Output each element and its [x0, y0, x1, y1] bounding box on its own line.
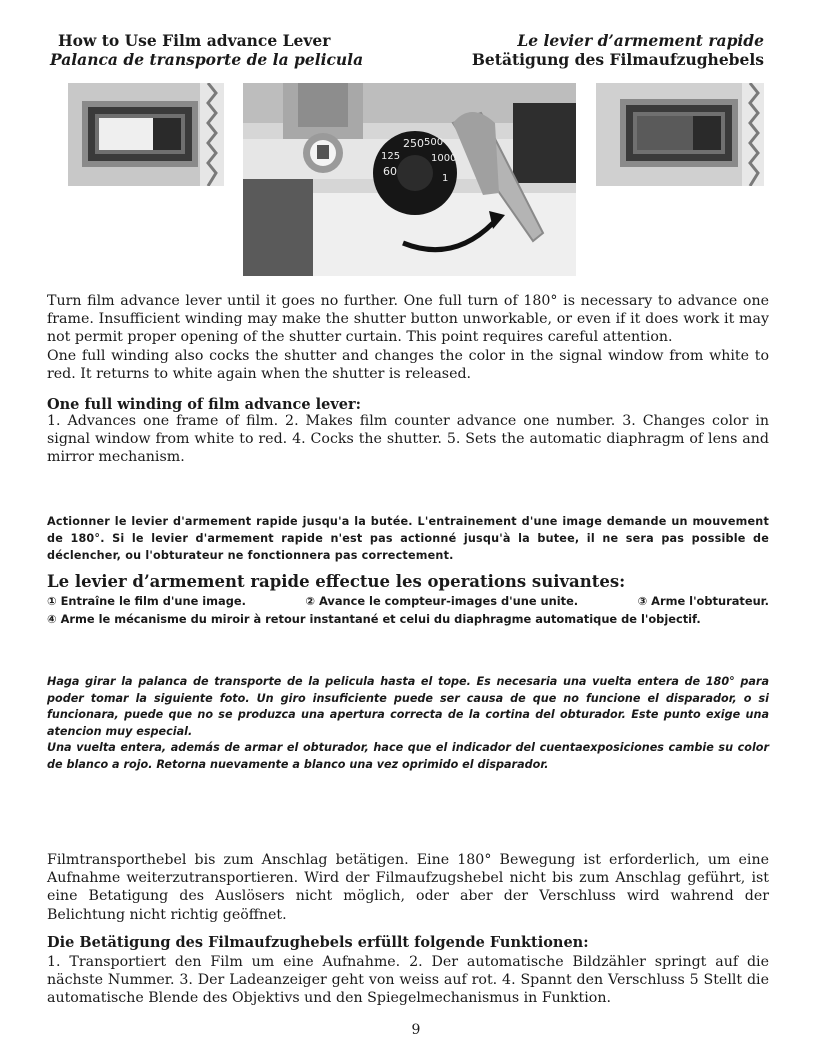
header-german: Betätigung des Filmaufzughebels: [471, 50, 764, 69]
english-paragraph-2: One full winding also cocks the shutter and changes the color in the signal window from white to red. It returns to white again when the shutter is released.: [47, 347, 769, 382]
dial-number-60: 60: [383, 165, 397, 178]
french-list-row-1: [47, 593, 769, 611]
french-item-4: ④ Arme le mécanisme du miroir à retour instantané et celui du diaphragme automatique de l'objectif.: [47, 611, 701, 626]
french-function-list: [47, 593, 769, 628]
dial-number-1: 1: [442, 173, 449, 184]
spanish-instructions: [47, 674, 769, 773]
spanish-paragraph-2: Una vuelta entera, además de armar el obturador, hace que el indicador del cuentaexposiciones cambie su color de blanco a rojo. Retorna nuevamente a blanco una vez oprimido el disparador.: [47, 741, 769, 771]
dial-number-1000: 1000: [431, 153, 457, 164]
dial-number-500: 500: [424, 137, 444, 148]
film-advance-lever-photo: [243, 83, 576, 276]
header-spanish: Palanca de transporte de la pelicula: [50, 50, 364, 69]
english-function-list: 1. Advances one frame of film. 2. Makes film counter advance one number. 3. Changes color in signal window from white to red. 4. Cocks the shutter. 5. Sets the automatic diaphragm of lens and mirror mechanism.: [47, 413, 769, 466]
german-paragraph: Filmtransporthebel bis zum Anschlag betätigen. Eine 180° Bewegung ist erforderlich, um eine Aufnahme weiterzutransportieren. Wird der Filmaufzugshebel nicht bis zum Anschlag geführt, ist eine Betatigung des Auslösers nicht möglich, oder aber der Verschluss wird wahrend der Belichtung nicht richtig geöffnet.: [47, 852, 769, 923]
page-number: 9: [411, 1022, 421, 1038]
spanish-paragraph-1: Haga girar la palanca de transporte de la pelicula hasta el tope. Es necesaria una vuelta entera de 180° para poder tomar la siguiente foto. Un giro insuficiente puede ser causa de que no funcione el disparador, o si funcionara, puede que no se produzca una apertura correcta de la cortina del obturador. Este punto exige una atencion muy especial.: [47, 675, 769, 738]
signal-window-white-photo: [68, 83, 224, 186]
french-paragraph: Actionner le levier d'armement rapide jusqu'a la butée. L'entrainement d'une image demande un mouvement de 180°. Si le levier d'armement rapide n'est pas actionné jusqu'à la butee, il ne sera pas possible de déclencher, ou l'obturateur ne fonctionnera pas correctement.: [47, 515, 769, 562]
english-heading: One full winding of film advance lever:: [47, 396, 361, 413]
french-item-3: ③ Arme l'obturateur.: [637, 594, 769, 608]
german-function-list: 1. Transportiert den Film um eine Aufnahme. 2. Der automatische Bildzähler springt auf die nächste Nummer. 3. Der Ladeanzeiger geht von weiss auf rot. 4. Spannt den Verschluss 5 Stellt die automatische Blende des Objektivs und den Spiegelmechanismus in Funktion.: [47, 954, 769, 1007]
camera-top-illustration: [243, 83, 576, 276]
english-instructions: [47, 292, 769, 383]
french-item-1: ① Entraîne le film d'une image.: [47, 594, 246, 608]
english-paragraph-1: Turn film advance lever until it goes no further. One full turn of 180° is necessary to advance one frame. Insufficient winding may make the shutter button unworkable, or even if it does work it may not permit proper opening of the shutter curtain. This point requires careful attention.: [47, 293, 769, 346]
dial-number-125: 125: [381, 151, 401, 162]
dial-number-250: 250: [403, 137, 424, 150]
header-french: Le levier d’armement rapide: [517, 31, 764, 50]
signal-window-red-illustration: [596, 83, 764, 186]
signal-window-white-illustration: [68, 83, 224, 186]
french-item-2: ② Avance le compteur-images d'une unite.: [305, 594, 579, 608]
french-heading: Le levier d’armement rapide effectue les operations suivantes:: [47, 572, 626, 591]
german-heading: Die Betätigung des Filmaufzughebels erfüllt folgende Funktionen:: [47, 934, 589, 951]
signal-window-red-photo: [596, 83, 764, 186]
header-english: How to Use Film advance Lever: [58, 31, 331, 50]
